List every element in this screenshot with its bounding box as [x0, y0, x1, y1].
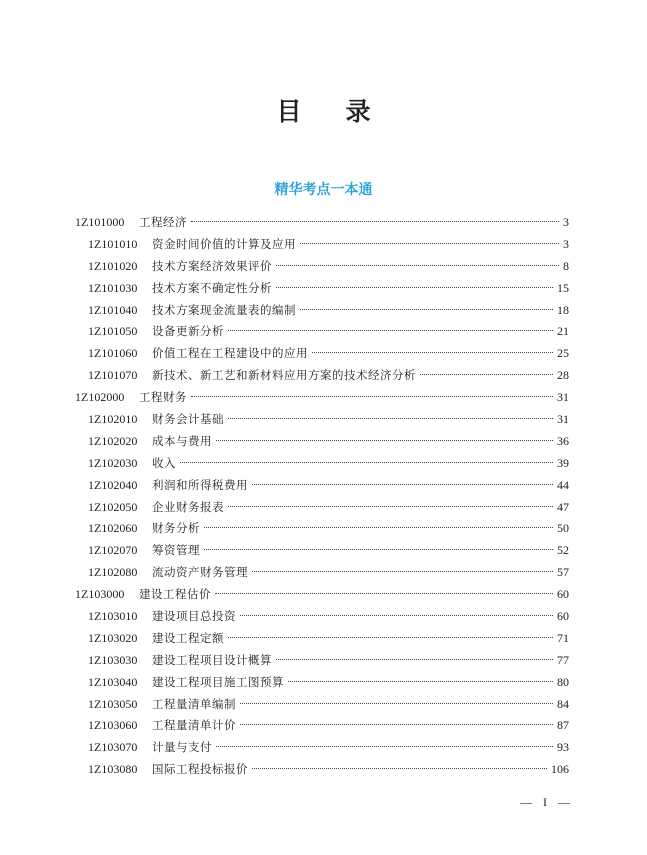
- leader-dots: [204, 549, 553, 550]
- entry-page-number: 36: [557, 433, 569, 448]
- entry-page-number: 60: [557, 587, 569, 602]
- toc-section-entry[interactable]: [75, 540, 569, 562]
- entry-title: 技术方案经济效果评价: [152, 258, 272, 273]
- entry-page-number: 50: [557, 521, 569, 536]
- toc-section-entry[interactable]: [75, 365, 569, 387]
- entry-title: 资金时间价值的计算及应用: [152, 236, 296, 251]
- leader-dots: [216, 746, 553, 747]
- entry-code: 1Z103040: [88, 674, 138, 689]
- toc-section-entry[interactable]: [75, 518, 569, 540]
- entry-code: 1Z102010: [88, 412, 138, 427]
- toc-chapter-entry[interactable]: [75, 584, 569, 606]
- page-number-footer: — I —: [520, 795, 574, 809]
- entry-page-number: 39: [557, 455, 569, 470]
- toc-section-entry[interactable]: [75, 497, 569, 519]
- leader-dots: [191, 396, 553, 397]
- leader-dots: [300, 243, 559, 244]
- entry-title: 设备更新分析: [152, 324, 224, 339]
- entry-title: 国际工程投标报价: [152, 762, 248, 777]
- entry-code: 1Z103070: [88, 740, 138, 755]
- entry-page-number: 57: [557, 565, 569, 580]
- entry-page-number: 3: [563, 215, 569, 229]
- leader-dots: [252, 484, 553, 485]
- entry-title: 利润和所得税费用: [152, 477, 248, 492]
- entry-title: 筹资管理: [152, 543, 200, 558]
- toc-chapter-entry[interactable]: [75, 212, 569, 234]
- leader-dots: [240, 615, 553, 616]
- toc-section-entry[interactable]: [75, 343, 569, 365]
- section-subtitle: 精华考点一本通: [274, 182, 373, 198]
- entry-code: 1Z101040: [88, 302, 138, 317]
- leader-dots: [240, 703, 553, 704]
- entry-page-number: 80: [557, 674, 569, 689]
- entry-code: 1Z101030: [88, 280, 138, 295]
- page-title: 目录: [276, 97, 415, 126]
- entry-title: 收入: [152, 455, 176, 470]
- table-of-contents: [75, 212, 569, 781]
- toc-section-entry[interactable]: [75, 278, 569, 300]
- entry-code: 1Z101060: [88, 346, 138, 361]
- toc-section-entry[interactable]: [75, 256, 569, 278]
- leader-dots: [276, 287, 553, 288]
- entry-title: 建设工程估价: [139, 587, 211, 602]
- entry-title: 成本与费用: [152, 433, 212, 448]
- entry-title: 建设工程项目设计概算: [152, 652, 272, 667]
- toc-section-entry[interactable]: [75, 628, 569, 650]
- entry-code: 1Z102050: [88, 499, 138, 514]
- leader-dots: [215, 593, 553, 594]
- entry-code: 1Z101020: [88, 258, 138, 273]
- entry-page-number: 84: [557, 696, 569, 711]
- entry-title: 建设项目总投资: [152, 609, 236, 624]
- entry-page-number: 71: [557, 630, 569, 645]
- toc-section-entry[interactable]: [75, 300, 569, 322]
- entry-page-number: 8: [563, 258, 569, 273]
- leader-dots: [288, 681, 553, 682]
- toc-section-entry[interactable]: [75, 453, 569, 475]
- entry-page-number: 47: [557, 499, 569, 514]
- entry-code: 1Z101010: [88, 236, 138, 251]
- leader-dots: [228, 418, 553, 419]
- entry-code: 1Z102070: [88, 543, 138, 558]
- entry-page-number: 18: [557, 302, 569, 317]
- entry-page-number: 93: [557, 740, 569, 755]
- entry-code: 1Z103010: [88, 609, 138, 624]
- entry-page-number: 87: [557, 718, 569, 733]
- leader-dots: [228, 637, 553, 638]
- entry-title: 财务会计基础: [152, 412, 224, 427]
- leader-dots: [276, 265, 559, 266]
- entry-title: 财务分析: [152, 521, 200, 536]
- toc-section-entry[interactable]: [75, 759, 569, 781]
- entry-code: 1Z101050: [88, 324, 138, 339]
- entry-code: 1Z103060: [88, 718, 138, 733]
- entry-code: 1Z102060: [88, 521, 138, 536]
- toc-section-entry[interactable]: [75, 409, 569, 431]
- toc-chapter-entry[interactable]: [75, 387, 569, 409]
- toc-section-entry[interactable]: [75, 562, 569, 584]
- leader-dots: [191, 221, 559, 222]
- leader-dots: [300, 309, 553, 310]
- entry-page-number: 31: [557, 412, 569, 427]
- leader-dots: [312, 352, 553, 353]
- entry-code: 1Z103050: [88, 696, 138, 711]
- entry-title: 技术方案现金流量表的编制: [152, 302, 296, 317]
- leader-dots: [252, 571, 553, 572]
- entry-title: 技术方案不确定性分析: [152, 280, 272, 295]
- toc-section-entry[interactable]: [75, 650, 569, 672]
- entry-page-number: 106: [551, 762, 569, 777]
- entry-page-number: 60: [557, 609, 569, 624]
- toc-section-entry[interactable]: [75, 715, 569, 737]
- entry-page-number: 77: [557, 652, 569, 667]
- leader-dots: [204, 527, 553, 528]
- leader-dots: [276, 659, 553, 660]
- entry-code: 1Z101000: [75, 215, 125, 229]
- toc-section-entry[interactable]: [75, 234, 569, 256]
- entry-code: 1Z102080: [88, 565, 138, 580]
- entry-page-number: 31: [557, 390, 569, 405]
- entry-title: 建设工程定额: [152, 630, 224, 645]
- entry-title: 工程经济: [139, 215, 187, 229]
- entry-code: 1Z103000: [75, 587, 125, 602]
- entry-page-number: 44: [557, 477, 569, 492]
- leader-dots: [420, 374, 553, 375]
- toc-section-entry[interactable]: [75, 737, 569, 759]
- entry-code: 1Z102020: [88, 433, 138, 448]
- entry-code: 1Z102030: [88, 455, 138, 470]
- toc-section-entry[interactable]: [75, 606, 569, 628]
- entry-code: 1Z101070: [88, 368, 138, 383]
- entry-code: 1Z102040: [88, 477, 138, 492]
- entry-title: 价值工程在工程建设中的应用: [152, 346, 308, 361]
- entry-title: 计量与支付: [152, 740, 212, 755]
- toc-section-entry[interactable]: [75, 672, 569, 694]
- entry-title: 建设工程项目施工图预算: [152, 674, 284, 689]
- entry-page-number: 52: [557, 543, 569, 558]
- entry-code: 1Z102000: [75, 390, 125, 405]
- leader-dots: [216, 440, 553, 441]
- toc-section-entry[interactable]: [75, 431, 569, 453]
- entry-title: 工程量清单计价: [152, 718, 236, 733]
- entry-code: 1Z103030: [88, 652, 138, 667]
- entry-title: 企业财务报表: [152, 499, 224, 514]
- toc-section-entry[interactable]: [75, 321, 569, 343]
- entry-page-number: 3: [563, 236, 569, 251]
- leader-dots: [252, 768, 547, 769]
- entry-code: 1Z103080: [88, 762, 138, 777]
- entry-title: 工程财务: [139, 390, 187, 405]
- toc-section-entry[interactable]: [75, 694, 569, 716]
- leader-dots: [228, 506, 553, 507]
- entry-page-number: 15: [557, 280, 569, 295]
- entry-title: 流动资产财务管理: [152, 565, 248, 580]
- leader-dots: [240, 724, 553, 725]
- leader-dots: [228, 330, 553, 331]
- toc-section-entry[interactable]: [75, 475, 569, 497]
- leader-dots: [180, 462, 553, 463]
- entry-page-number: 25: [557, 346, 569, 361]
- entry-title: 工程量清单编制: [152, 696, 236, 711]
- entry-title: 新技术、新工艺和新材料应用方案的技术经济分析: [152, 368, 416, 383]
- entry-page-number: 21: [557, 324, 569, 339]
- entry-page-number: 28: [557, 368, 569, 383]
- entry-code: 1Z103020: [88, 630, 138, 645]
